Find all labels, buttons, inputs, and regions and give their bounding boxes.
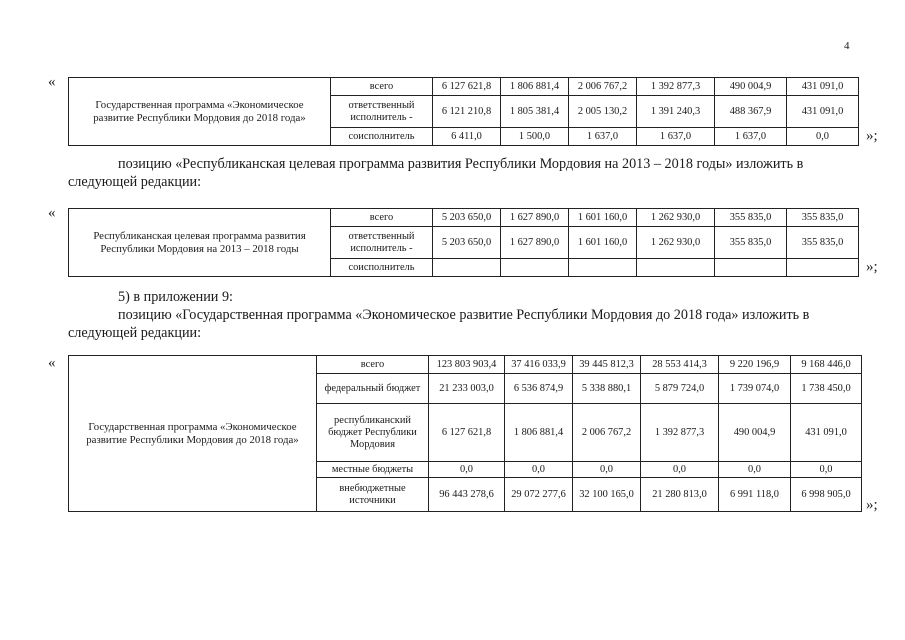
table-cell: 0,0: [791, 462, 862, 478]
table-cell: 21 233 003,0: [429, 374, 505, 404]
paragraph-2-heading: 5) в приложении 9:: [118, 289, 233, 305]
open-quote: «: [48, 205, 56, 221]
table-cell: 9 168 446,0: [791, 356, 862, 374]
table-cell: [501, 259, 569, 277]
row-label: ответственный исполнитель -: [331, 227, 433, 259]
table-cell: 9 220 196,9: [719, 356, 791, 374]
table-cell: 1 738 450,0: [791, 374, 862, 404]
open-quote: «: [48, 74, 56, 90]
table-cell: 1 637,0: [637, 128, 715, 146]
row-label: местные бюджеты: [317, 462, 429, 478]
table-cell: 6 991 118,0: [719, 478, 791, 512]
table-cell: 5 203 650,0: [433, 209, 501, 227]
close-quote: »;: [866, 497, 878, 513]
table-cell: 488 367,9: [715, 96, 787, 128]
table-cell: 2 006 767,2: [573, 404, 641, 462]
table-cell: 5 879 724,0: [641, 374, 719, 404]
table-cell: [637, 259, 715, 277]
table-cell: 6 411,0: [433, 128, 501, 146]
table-cell: 1 601 160,0: [569, 227, 637, 259]
table-cell: 123 803 903,4: [429, 356, 505, 374]
table-cell: 0,0: [429, 462, 505, 478]
table-cell: 28 553 414,3: [641, 356, 719, 374]
table-row: [69, 209, 859, 227]
table-cell: 1 637,0: [569, 128, 637, 146]
close-quote: »;: [866, 259, 878, 275]
table-cell: 2 005 130,2: [569, 96, 637, 128]
row-label: всего: [331, 78, 433, 96]
table-cell: 1 601 160,0: [569, 209, 637, 227]
table-cell: 5 338 880,1: [573, 374, 641, 404]
table-cell: 32 100 165,0: [573, 478, 641, 512]
table-cell: 0,0: [787, 128, 859, 146]
table-row: [69, 356, 862, 374]
table-cell: 6 127 621,8: [429, 404, 505, 462]
table-cell: 490 004,9: [719, 404, 791, 462]
table-cell: 1 262 930,0: [637, 227, 715, 259]
table-cell: [787, 259, 859, 277]
row-label: всего: [317, 356, 429, 374]
table-cell: 355 835,0: [787, 227, 859, 259]
table-cell: 1 392 877,3: [637, 78, 715, 96]
table-cell: 431 091,0: [787, 96, 859, 128]
table-cell: 1 391 240,3: [637, 96, 715, 128]
table-cell: 1 739 074,0: [719, 374, 791, 404]
table-cell: 1 392 877,3: [641, 404, 719, 462]
row-label: внебюджетные источники: [317, 478, 429, 512]
table-cell: 1 806 881,4: [501, 78, 569, 96]
table-cell: 1 806 881,4: [505, 404, 573, 462]
table-cell: 431 091,0: [791, 404, 862, 462]
row-label: ответственный исполнитель -: [331, 96, 433, 128]
table-cell: 96 443 278,6: [429, 478, 505, 512]
program-table-3: [68, 355, 862, 512]
paragraph-2: позицию «Государственная программа «Экономическое развитие Республики Мордовия до 2018 года» изложить в следующей редакции:: [68, 307, 810, 341]
table-cell: 1 805 381,4: [501, 96, 569, 128]
table-cell: 6 536 874,9: [505, 374, 573, 404]
row-label: федеральный бюджет: [317, 374, 429, 404]
row-label: республиканский бюджет Республики Мордовия: [317, 404, 429, 462]
table-cell: 2 006 767,2: [569, 78, 637, 96]
table-cell: [433, 259, 501, 277]
table-cell: 6 127 621,8: [433, 78, 501, 96]
table-cell: 6 998 905,0: [791, 478, 862, 512]
table-cell: 355 835,0: [715, 227, 787, 259]
table-cell: [715, 259, 787, 277]
table-cell: 0,0: [641, 462, 719, 478]
row-label: всего: [331, 209, 433, 227]
table-cell: 21 280 813,0: [641, 478, 719, 512]
row-label: соисполнитель: [331, 259, 433, 277]
table-cell: 1 637,0: [715, 128, 787, 146]
table-cell: 5 203 650,0: [433, 227, 501, 259]
table-cell: 431 091,0: [787, 78, 859, 96]
table-cell: [569, 259, 637, 277]
table-cell: 1 627 890,0: [501, 209, 569, 227]
program-table-1: [68, 77, 859, 146]
program-table-2: [68, 208, 859, 277]
table-cell: 355 835,0: [715, 209, 787, 227]
paragraph-1: позицию «Республиканская целевая программа развития Республики Мордовия на 2013 – 2018 годы» изложить в следующей редакции:: [68, 156, 804, 190]
page-number: 4: [844, 40, 850, 52]
table-cell: 355 835,0: [787, 209, 859, 227]
row-label: соисполнитель: [331, 128, 433, 146]
table-cell: 29 072 277,6: [505, 478, 573, 512]
open-quote: «: [48, 355, 56, 371]
table-cell: 1 500,0: [501, 128, 569, 146]
table-cell: 6 121 210,8: [433, 96, 501, 128]
table-cell: 37 416 033,9: [505, 356, 573, 374]
table-cell: 39 445 812,3: [573, 356, 641, 374]
table-row: [69, 78, 859, 96]
table-cell: 0,0: [505, 462, 573, 478]
table-cell: 0,0: [573, 462, 641, 478]
close-quote: »;: [866, 128, 878, 144]
table-cell: 1 262 930,0: [637, 209, 715, 227]
table-cell: 0,0: [719, 462, 791, 478]
program-name: Государственная программа «Экономическое развитие Республики Мордовия до 2018 года»: [69, 78, 331, 146]
program-name: Государственная программа «Экономическое развитие Республики Мордовия до 2018 года»: [69, 356, 317, 512]
table-cell: 1 627 890,0: [501, 227, 569, 259]
program-name: Республиканская целевая программа развития Республики Мордовия на 2013 – 2018 годы: [69, 209, 331, 277]
table-cell: 490 004,9: [715, 78, 787, 96]
